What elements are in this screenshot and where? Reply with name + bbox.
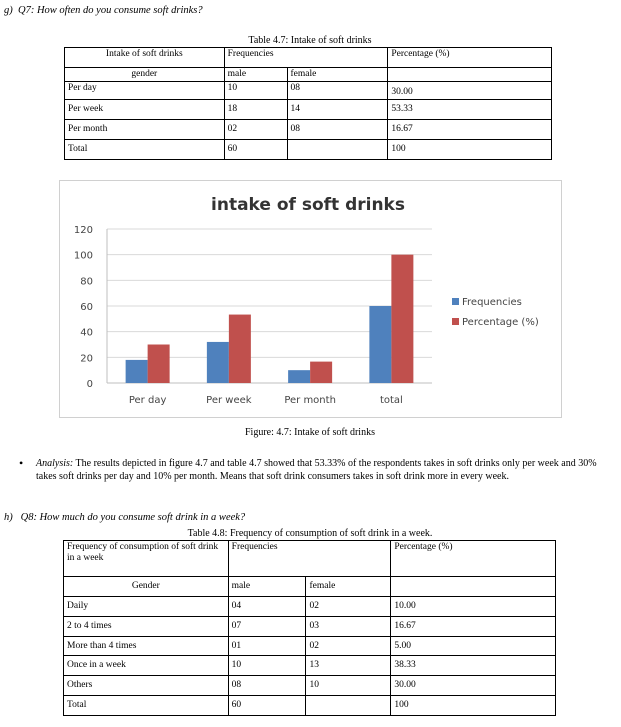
table-subheader-row (65, 68, 552, 82)
legend-label: Percentage (%) (462, 317, 539, 328)
x-tick-label: total (379, 395, 403, 406)
bar-percentage (310, 362, 332, 383)
cell: 02 (306, 597, 391, 617)
cell: 18 (224, 100, 287, 120)
row-label: 2 to 4 times (64, 617, 229, 637)
table-header-row (64, 541, 556, 577)
row-label: Once in a week (64, 656, 229, 676)
y-tick-label: 60 (80, 302, 93, 313)
chart-container (59, 180, 562, 418)
subheader-cell: Gender (64, 577, 229, 597)
figure-caption: Figure: 4.7: Intake of soft drinks (245, 427, 375, 438)
table-row (64, 676, 556, 696)
question-text: Q7: How often do you consume soft drinks? (18, 5, 203, 16)
row-label: Per month (65, 120, 225, 140)
cell: 60 (224, 140, 287, 160)
analysis-label: Analysis: (36, 458, 74, 469)
header-cell: Percentage (%) (391, 541, 556, 577)
bar-percentage (229, 315, 251, 383)
bar-frequencies (369, 306, 391, 383)
consumption-table (63, 540, 556, 716)
x-tick-label: Per week (206, 395, 252, 406)
bullet-icon: • (19, 456, 24, 470)
y-tick-label: 0 (86, 379, 93, 390)
cell: 100 (391, 696, 556, 716)
header-cell: Frequency of consumption of soft drink in a week (64, 541, 229, 577)
y-tick-label: 80 (80, 276, 93, 288)
question-q8 (4, 512, 245, 523)
cell: 53.33 (388, 100, 552, 120)
analysis-paragraph (36, 457, 604, 483)
cell: 10.00 (391, 597, 556, 617)
cell: 04 (228, 597, 306, 617)
table-row (64, 696, 556, 716)
table-caption: Table 4.7: Intake of soft drinks (248, 35, 372, 46)
legend-label: Frequencies (462, 297, 522, 308)
cell: 60 (228, 696, 306, 716)
bar-percentage (391, 255, 413, 383)
question-label: h) (4, 512, 13, 523)
y-tick-label: 120 (73, 225, 93, 236)
bar-percentage (148, 345, 170, 384)
cell: 01 (228, 637, 306, 656)
header-cell: Frequencies (228, 541, 391, 577)
header-cell: Intake of soft drinks (65, 48, 225, 68)
bar-chart (60, 181, 561, 417)
bar-frequencies (288, 370, 310, 383)
bar-frequencies (126, 360, 148, 383)
cell: 16.67 (391, 617, 556, 637)
row-label: Per week (65, 100, 225, 120)
y-tick-label: 100 (73, 250, 93, 262)
subheader-cell: male (224, 68, 287, 82)
cell: 02 (306, 637, 391, 656)
cell: 16.67 (388, 120, 552, 140)
y-tick-label: 20 (80, 353, 93, 365)
cell (287, 140, 388, 160)
analysis-text: The results depicted in figure 4.7 and table 4.7 showed that 53.33% of the respondents takes in soft drinks only per week and 30% takes soft drinks per day and 10% per month. Means that soft drink consumers takes in soft drink more in every week. (36, 458, 597, 482)
cell: 08 (228, 676, 306, 696)
table-row (65, 140, 552, 160)
subheader-cell: gender (65, 68, 225, 82)
question-text: Q8: How much do you consume soft drink in a week? (20, 512, 246, 523)
cell: 10 (224, 82, 287, 100)
question-label: g) (4, 5, 13, 16)
cell: 10 (228, 656, 306, 676)
cell: 30.00 (391, 676, 556, 696)
cell: 02 (224, 120, 287, 140)
row-label: Per day (65, 82, 225, 100)
cell: 08 (287, 120, 388, 140)
row-label: More than 4 times (64, 637, 229, 656)
table-row (64, 617, 556, 637)
table-row (65, 100, 552, 120)
chart-title: intake of soft drinks (211, 195, 405, 215)
table-caption: Table 4.8: Frequency of consumption of soft drink in a week. (187, 528, 433, 539)
subheader-cell: female (287, 68, 388, 82)
table-row (65, 82, 552, 100)
cell (306, 696, 391, 716)
header-cell: Frequencies (224, 48, 388, 68)
cell: 30.00 (388, 82, 552, 100)
cell: 10 (306, 676, 391, 696)
row-label: Total (64, 696, 229, 716)
table-row (64, 656, 556, 676)
cell: 03 (306, 617, 391, 637)
row-label: Total (65, 140, 225, 160)
x-tick-label: Per day (128, 395, 167, 406)
question-q7 (4, 5, 203, 16)
table-row (65, 120, 552, 140)
empty-cell (391, 577, 556, 597)
intake-table (64, 47, 552, 160)
subheader-cell: female (306, 577, 391, 597)
empty-cell (388, 68, 552, 82)
cell: 38.33 (391, 656, 556, 676)
table-row (64, 597, 556, 617)
subheader-cell: male (228, 577, 306, 597)
cell: 14 (287, 100, 388, 120)
row-label: Daily (64, 597, 229, 617)
y-tick-label: 40 (80, 327, 93, 339)
cell: 08 (287, 82, 388, 100)
cell: 5.00 (391, 637, 556, 656)
cell: 07 (228, 617, 306, 637)
x-tick-label: Per month (284, 395, 336, 406)
row-label: Others (64, 676, 229, 696)
cell: 13 (306, 656, 391, 676)
table-row (64, 637, 556, 656)
legend-swatch (452, 298, 459, 305)
legend-swatch (452, 318, 459, 325)
table-header-row (65, 48, 552, 68)
cell: 100 (388, 140, 552, 160)
bar-frequencies (207, 342, 229, 383)
header-cell: Percentage (%) (388, 48, 552, 68)
table-subheader-row (64, 577, 556, 597)
